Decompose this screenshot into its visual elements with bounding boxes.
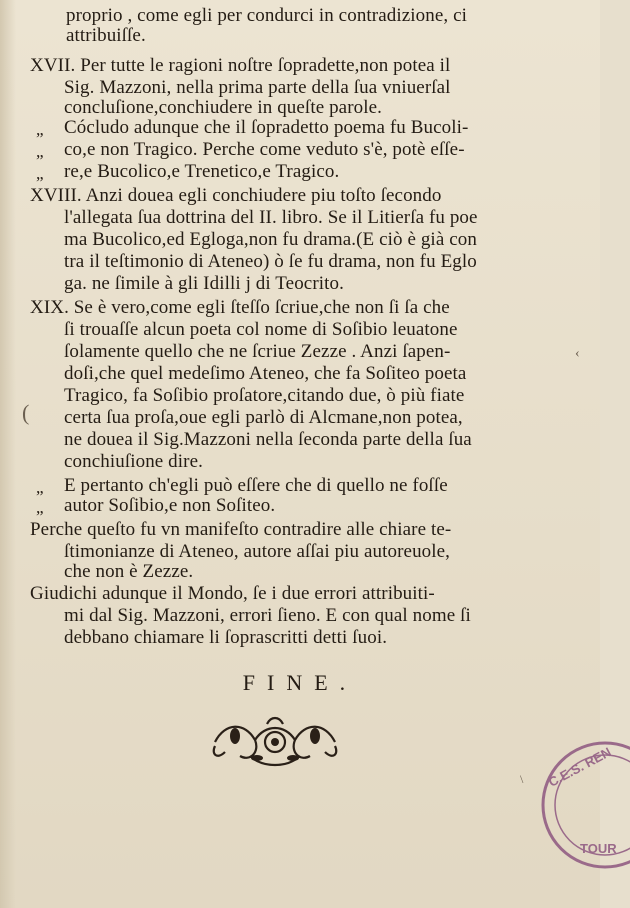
quote-mark: „ (36, 478, 44, 497)
text-line: autor Soſibio,e non Soſiteo. (64, 495, 276, 516)
ornament-icon (205, 712, 345, 772)
text-line: tra il teſtimonio di Ateneo) ò ſe fu drama, non fu Eglo (64, 251, 477, 272)
stamp-text: C.E.S. REN (545, 744, 614, 790)
quote-mark: „ (36, 164, 44, 183)
end-heading: FINE. (242, 670, 358, 695)
text-line: ga. ne ſimile à gli Idilli j di Teocrito. (64, 273, 344, 294)
library-stamp (520, 735, 630, 865)
text-line: ſi trouaſſe alcun poeta col nome di Soſibio leuatone (64, 319, 458, 340)
text-line: mi dal Sig. Mazzoni, errori ſieno. E con qual nome ſi (64, 605, 471, 626)
text-line: Tragico, fa Soſibio proſatore,citando due, ò più fiate (64, 385, 465, 406)
margin-mark: \ (520, 772, 524, 786)
text-line: re,e Bucolico,e Trenetico,e Tragico. (64, 161, 340, 182)
text-line: doſi,che quel medeſimo Ateneo, che fa Soſiteo poeta (64, 363, 467, 384)
text-line: attribuiſſe. (66, 25, 146, 46)
text-line: conchiuſione dire. (64, 451, 203, 472)
margin-mark: ( (22, 400, 30, 425)
stamp-text: TOUR (580, 841, 617, 856)
text-line: Sig. Mazzoni, nella prima parte della ſua vniuerſal (64, 77, 451, 98)
text-line: certa ſua proſa,oue egli parlò di Alcmane,non potea, (64, 407, 463, 428)
text-line: ſolamente quello che ne ſcriue Zezze . Anzi ſapen- (64, 341, 451, 362)
text-line: XVIII. Anzi douea egli conchiudere piu toſto ſecondo (30, 185, 442, 206)
text-line: XVII. Per tutte le ragioni noſtre ſopradette,non potea il (30, 55, 451, 76)
text-line: che non è Zezze. (64, 561, 194, 582)
text-line: Cócludo adunque che il ſopradetto poema fu Bucoli- (64, 117, 469, 138)
text-line: Perche queſto fu vn manifeſto contradire alle chiare te- (30, 519, 452, 540)
text-line: Giudichi adunque il Mondo, ſe i due errori attribuiti- (30, 583, 435, 604)
margin-mark: ‹ (575, 346, 580, 361)
text-line: XIX. Se è vero,come egli ſteſſo ſcriue,che non ſi ſa che (30, 297, 450, 318)
quote-mark: „ (36, 498, 44, 517)
text-line: concluſione,conchiudere in queſte parole. (64, 97, 382, 118)
text-line: proprio , come egli per condurci in contradizione, ci (66, 5, 467, 26)
text-line: ſtimonianze di Ateneo, autore aſſai piu autoreuole, (64, 541, 451, 562)
text-line: co,e non Tragico. Perche come veduto s'è, potè eſſe- (64, 139, 465, 160)
text-line: ne douea il Sig.Mazzoni nella ſeconda parte della ſua (64, 429, 472, 450)
quote-mark: „ (36, 142, 44, 161)
text-line: ma Bucolico,ed Egloga,non fu drama.(E ciò è già con (64, 229, 477, 250)
text-line: l'allegata ſua dottrina del II. libro. Se il Litierſa fu poe (64, 207, 478, 228)
text-line: E pertanto ch'egli può eſſere che di quello ne foſſe (64, 475, 448, 496)
quote-mark: „ (36, 120, 44, 139)
text-line: debbano chiamare li ſoprascritti detti ſuoi. (64, 627, 388, 648)
